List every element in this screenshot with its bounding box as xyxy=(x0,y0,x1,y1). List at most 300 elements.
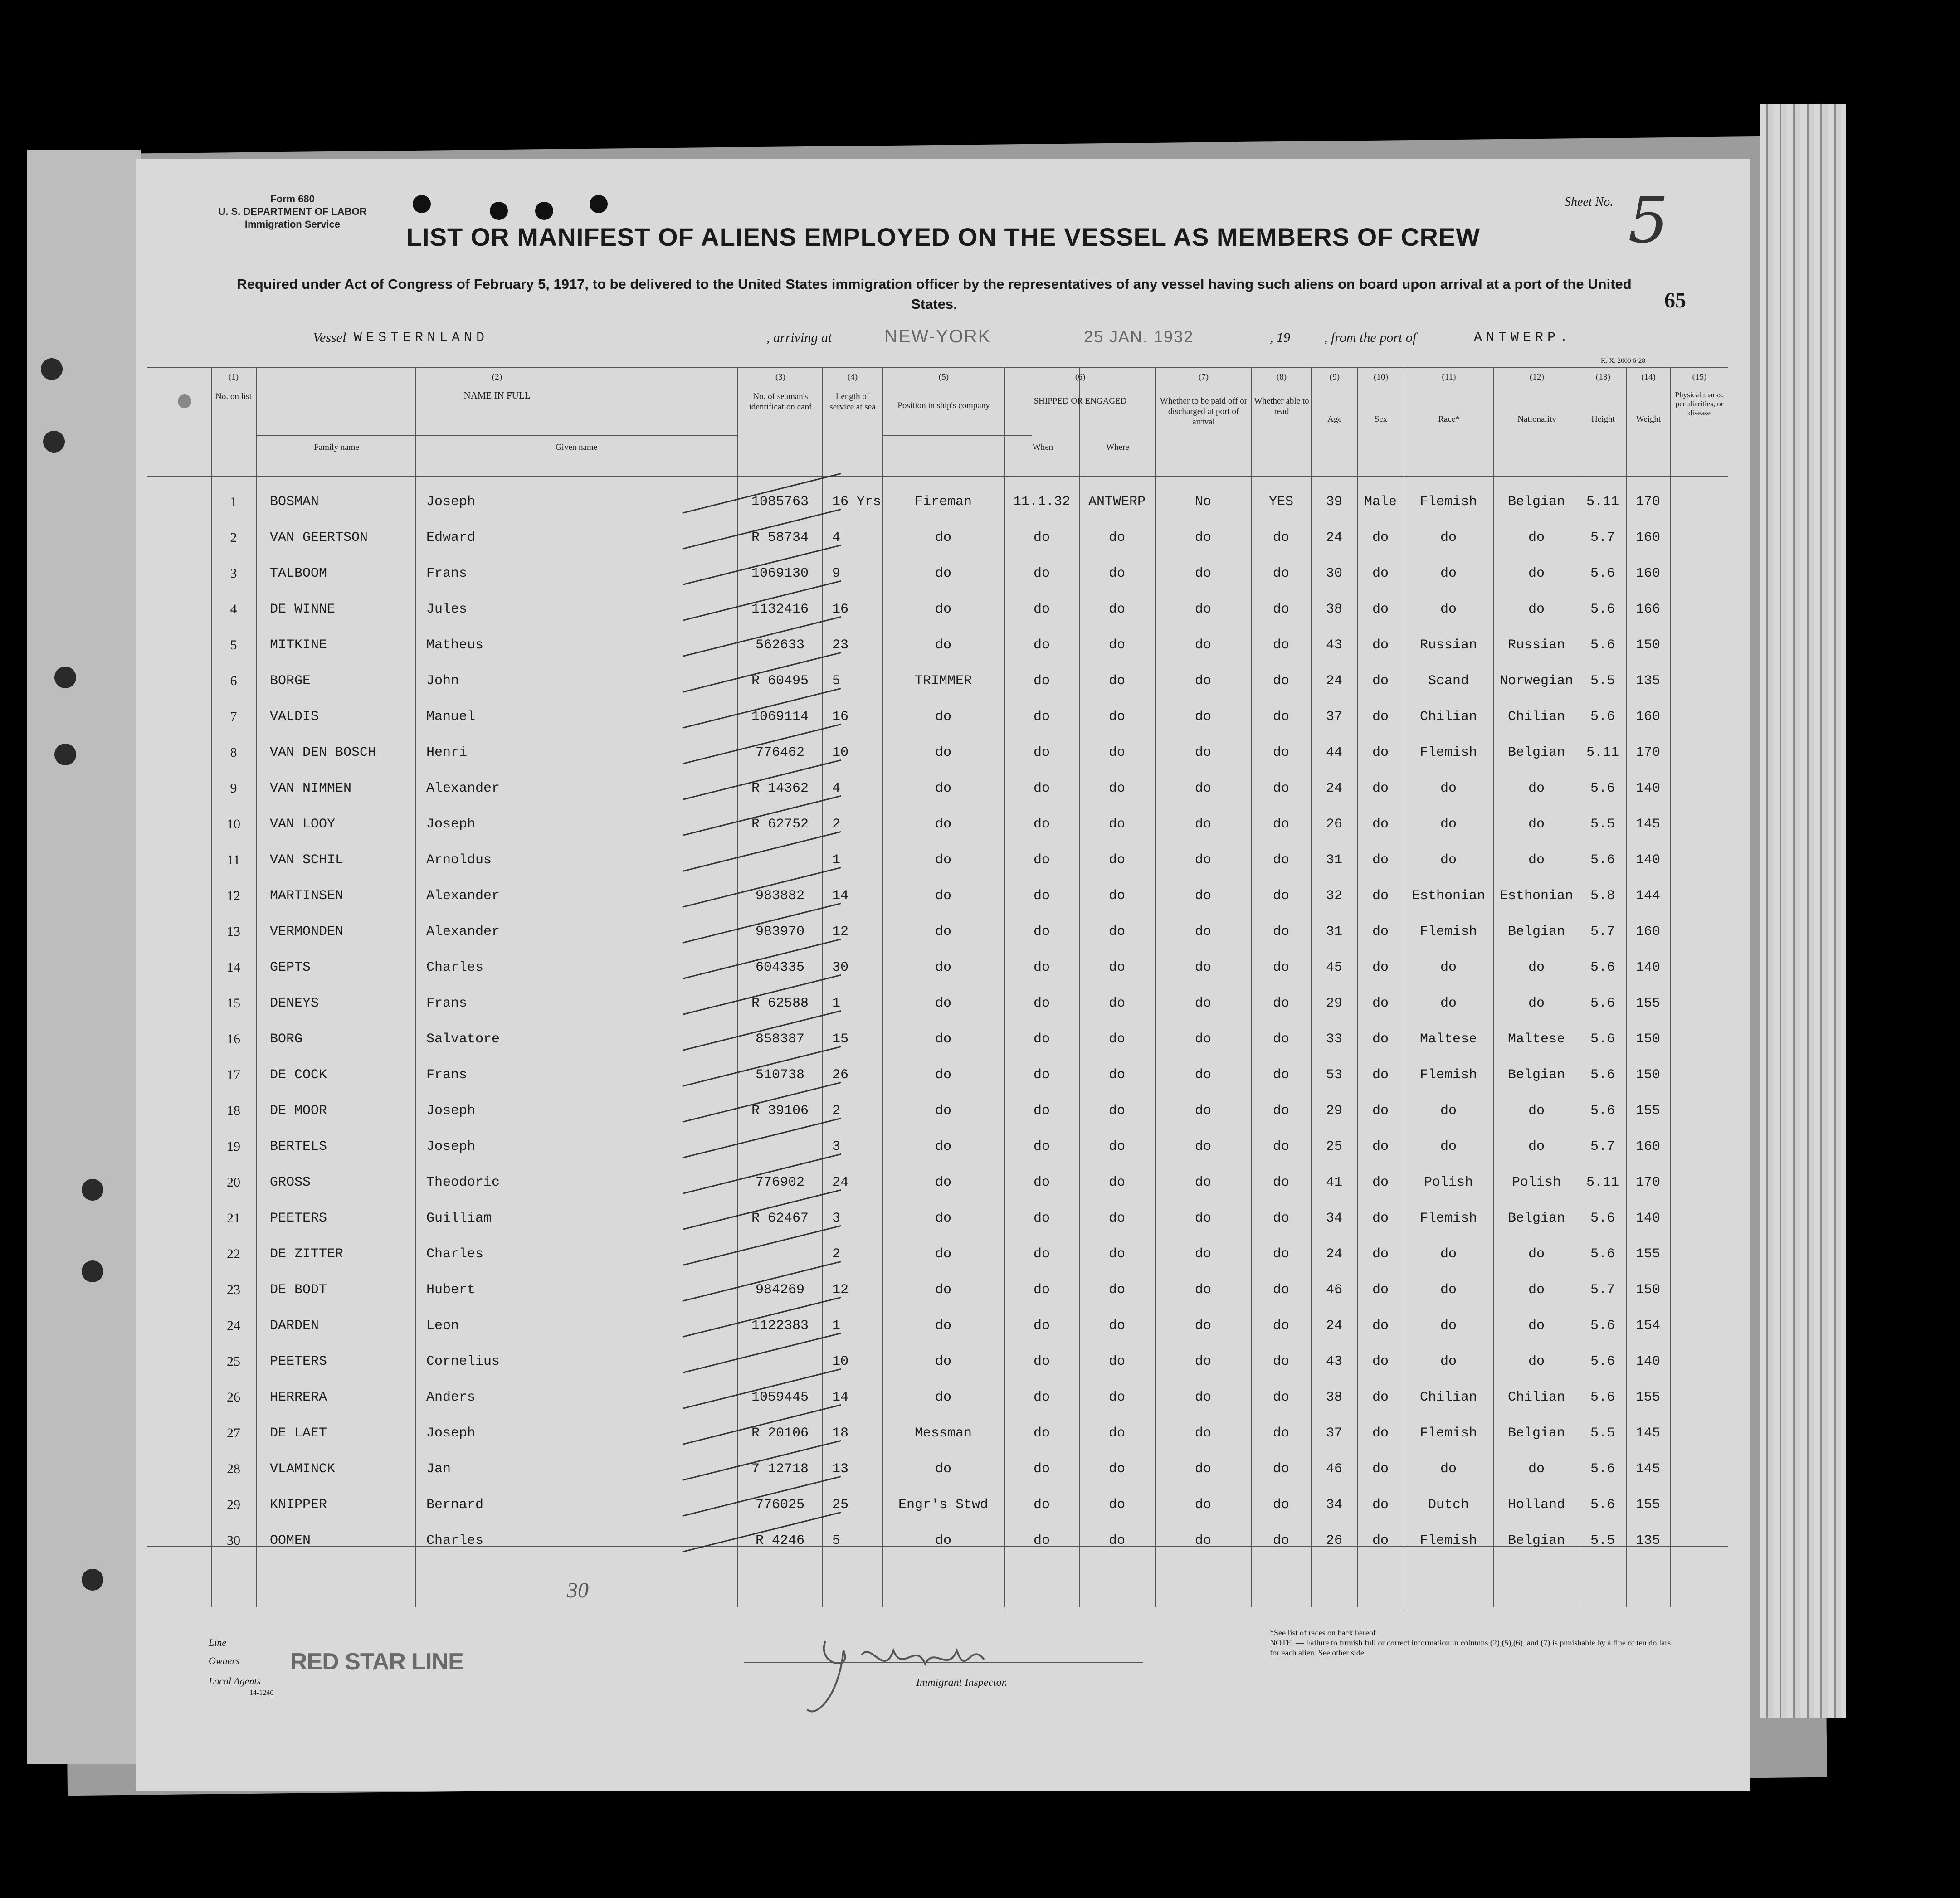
table-cell: do xyxy=(1372,602,1389,617)
col2-header: (2) NAME IN FULL xyxy=(463,372,531,401)
table-cell: 170 xyxy=(1635,745,1661,760)
table-cell: R 62752 xyxy=(751,817,809,832)
table-cell: 12 xyxy=(832,1282,849,1298)
table-cell: 24 xyxy=(1326,1318,1343,1333)
table-cell: do xyxy=(1033,1461,1050,1477)
table-cell: do xyxy=(1273,1354,1290,1369)
row-number: 6 xyxy=(230,673,237,688)
table-cell: Henri xyxy=(426,745,468,760)
table-cell: do xyxy=(1033,960,1050,975)
table-cell: 155 xyxy=(1635,1246,1661,1262)
family-name-header: Family name xyxy=(314,443,359,452)
table-column-rule xyxy=(1357,367,1358,1607)
agents-code: 14-1240 xyxy=(249,1689,274,1697)
table-cell: do xyxy=(1108,709,1126,725)
table-cell: Hubert xyxy=(426,1282,476,1298)
table-cell: 46 xyxy=(1326,1461,1343,1477)
table-cell: do xyxy=(1108,1390,1126,1405)
table-column-rule xyxy=(256,367,257,1607)
table-cell: 160 xyxy=(1635,1139,1661,1154)
table-cell: do xyxy=(1108,638,1126,653)
table-cell: Cornelius xyxy=(426,1354,500,1369)
table-cell: do xyxy=(1273,960,1290,975)
table-cell: do xyxy=(1372,745,1389,760)
punch-hole xyxy=(590,195,608,213)
table-cell: do xyxy=(935,1211,952,1226)
table-cell: 5.5 xyxy=(1590,1426,1615,1441)
table-cell: BERTELS xyxy=(270,1139,327,1154)
table-cell: do xyxy=(1372,709,1389,725)
table-cell: do xyxy=(1273,709,1290,725)
form-number: Form 680 xyxy=(270,193,315,204)
table-cell: 135 xyxy=(1635,673,1661,689)
crew-table xyxy=(147,367,1728,1607)
table-cell: 160 xyxy=(1635,530,1661,545)
table-cell: do xyxy=(935,709,952,725)
owner-stamp: RED STAR LINE xyxy=(290,1649,463,1675)
table-cell: do xyxy=(1528,602,1545,617)
table-cell: do xyxy=(1195,709,1212,725)
table-cell: do xyxy=(1528,1354,1545,1369)
table-cell: do xyxy=(1372,1139,1389,1154)
table-column-rule xyxy=(415,367,416,1607)
table-cell: 604335 xyxy=(755,960,805,975)
table-cell: DE ZITTER xyxy=(270,1246,344,1262)
table-cell: R 4246 xyxy=(755,1533,805,1548)
table-cell: ANTWERP xyxy=(1088,494,1146,510)
table-cell: do xyxy=(935,888,952,904)
table-cell: do xyxy=(935,781,952,796)
table-cell: do xyxy=(1033,566,1050,581)
table-cell: 5.6 xyxy=(1590,1211,1615,1226)
table-cell: 10 xyxy=(832,1354,849,1369)
table-cell: 16 xyxy=(832,709,849,725)
table-cell: do xyxy=(1372,1354,1389,1369)
table-cell: 38 xyxy=(1326,602,1343,617)
table-cell: do xyxy=(1195,1497,1212,1513)
form-code: K. X. 2000 6-28 xyxy=(1601,357,1645,365)
table-cell: do xyxy=(1273,781,1290,796)
table-cell: 24 xyxy=(1326,530,1343,545)
col4-header: (4) Length of service at sea xyxy=(829,372,876,412)
table-cell: Messman xyxy=(914,1426,972,1441)
table-cell: do xyxy=(935,960,952,975)
table-cell: do xyxy=(1440,1246,1457,1262)
col14-header: (14) Weight xyxy=(1636,372,1661,424)
table-cell: Frans xyxy=(426,566,468,581)
table-cell: 29 xyxy=(1326,1103,1343,1119)
row-number: 10 xyxy=(227,817,240,832)
table-cell: 170 xyxy=(1635,494,1661,510)
table-cell: BORG xyxy=(270,1032,303,1047)
table-cell: do xyxy=(1033,1067,1050,1083)
given-name-header: Given name xyxy=(555,443,598,452)
table-cell: Maltese xyxy=(1507,1032,1565,1047)
table-cell: do xyxy=(1273,888,1290,904)
binding-hole xyxy=(82,1260,103,1282)
table-column-rule xyxy=(1493,367,1494,1607)
table-cell: do xyxy=(1195,745,1212,760)
table-cell: do xyxy=(1528,960,1545,975)
table-cell: do xyxy=(1195,1390,1212,1405)
table-cell: 3 xyxy=(832,1211,841,1226)
table-cell: Frans xyxy=(426,996,468,1011)
row-number: 16 xyxy=(227,1032,240,1046)
table-cell: do xyxy=(1372,1175,1389,1190)
table-cell: PEETERS xyxy=(270,1211,327,1226)
table-column-rule xyxy=(1670,367,1671,1607)
table-cell: 145 xyxy=(1635,1461,1661,1477)
row-number: 25 xyxy=(227,1354,240,1369)
table-cell: do xyxy=(1273,1497,1290,1513)
table-cell: do xyxy=(1108,1354,1126,1369)
table-cell: 3 xyxy=(832,1139,841,1154)
table-cell: do xyxy=(1273,530,1290,545)
binding-hole xyxy=(82,1179,103,1201)
table-cell: 1 xyxy=(832,996,841,1011)
table-cell: do xyxy=(1528,817,1545,832)
table-cell: 5.5 xyxy=(1590,817,1615,832)
table-cell: do xyxy=(1108,1139,1126,1154)
table-cell: do xyxy=(1372,1390,1389,1405)
arrival-port-stamp: NEW-YORK xyxy=(884,326,991,346)
table-cell: do xyxy=(1108,1175,1126,1190)
table-cell: 135 xyxy=(1635,1533,1661,1548)
table-cell: R 58734 xyxy=(751,530,809,545)
table-cell: 5.6 xyxy=(1590,1390,1615,1405)
table-cell: do xyxy=(1195,1461,1212,1477)
table-cell: R 62467 xyxy=(751,1211,809,1226)
table-cell: do xyxy=(1108,888,1126,904)
col8-header: (8) Whether able to read xyxy=(1254,372,1309,416)
table-rule xyxy=(147,367,1728,368)
table-cell: do xyxy=(1108,817,1126,832)
year-label: , 19 xyxy=(1270,330,1290,345)
table-cell: Scand xyxy=(1428,673,1469,689)
row-number: 9 xyxy=(230,781,237,796)
table-cell: 160 xyxy=(1635,709,1661,725)
table-cell: DENEYS xyxy=(270,996,319,1011)
table-cell: 29 xyxy=(1326,996,1343,1011)
table-rule xyxy=(882,435,1032,436)
table-column-rule xyxy=(1311,367,1312,1607)
table-cell: do xyxy=(935,1354,952,1369)
table-cell: do xyxy=(1528,1461,1545,1477)
table-cell: do xyxy=(1440,602,1457,617)
table-cell: PEETERS xyxy=(270,1354,327,1369)
table-cell: 2 xyxy=(832,817,841,832)
table-cell: DE BODT xyxy=(270,1282,327,1298)
punch-hole xyxy=(490,202,508,220)
table-cell: do xyxy=(1273,566,1290,581)
table-cell: do xyxy=(1440,817,1457,832)
row-number: 12 xyxy=(227,888,240,903)
table-cell: do xyxy=(1108,924,1126,939)
table-cell: 140 xyxy=(1635,1354,1661,1369)
table-cell: do xyxy=(935,817,952,832)
table-cell: do xyxy=(1195,1282,1212,1298)
department: U. S. DEPARTMENT OF LABOR xyxy=(218,206,367,217)
table-cell: TRIMMER xyxy=(914,673,972,689)
table-cell: do xyxy=(1528,1318,1545,1333)
table-cell: do xyxy=(935,1032,952,1047)
table-cell: 140 xyxy=(1635,852,1661,868)
table-cell: 983882 xyxy=(755,888,805,904)
table-cell: do xyxy=(1108,673,1126,689)
table-cell: 24 xyxy=(1326,781,1343,796)
table-cell: 5.6 xyxy=(1590,1354,1615,1369)
table-cell: VAN DEN BOSCH xyxy=(270,745,376,760)
table-cell: Edward xyxy=(426,530,476,545)
table-cell: do xyxy=(1440,1103,1457,1119)
table-cell: 26 xyxy=(1326,1533,1343,1548)
table-cell: 5.6 xyxy=(1590,709,1615,725)
col15-header: (15) Physical marks, peculiarities, or disease xyxy=(1675,372,1724,417)
table-cell: R 39106 xyxy=(751,1103,809,1119)
table-cell: Theodoric xyxy=(426,1175,500,1190)
table-cell: do xyxy=(935,1175,952,1190)
table-cell: do xyxy=(1195,530,1212,545)
table-cell: do xyxy=(1372,638,1389,653)
table-cell: 39 xyxy=(1326,494,1343,510)
table-cell: do xyxy=(1195,924,1212,939)
table-cell: 24 xyxy=(1326,673,1343,689)
row-number: 3 xyxy=(230,566,237,581)
row-number: 22 xyxy=(227,1246,240,1261)
table-cell: 2 xyxy=(832,1246,841,1262)
races-note: *See list of races on back hereof. xyxy=(1270,1628,1378,1637)
row-number: 26 xyxy=(227,1390,240,1405)
table-cell: 4 xyxy=(832,781,841,796)
binding-hole xyxy=(41,358,63,380)
table-cell: 34 xyxy=(1326,1497,1343,1513)
col1-header: (1) No. on list xyxy=(215,372,252,401)
table-cell: do xyxy=(1195,852,1212,868)
table-cell: 5.7 xyxy=(1590,1139,1615,1154)
table-cell: 858387 xyxy=(755,1032,805,1047)
table-cell: do xyxy=(935,1390,952,1405)
table-column-rule xyxy=(1626,367,1627,1607)
check-mark xyxy=(683,1225,841,1266)
table-cell: Manuel xyxy=(426,709,476,725)
table-cell: 23 xyxy=(832,638,849,653)
table-cell: do xyxy=(1108,566,1126,581)
table-cell: do xyxy=(1273,1175,1290,1190)
row-number: 13 xyxy=(227,924,240,939)
table-cell: do xyxy=(1108,1497,1126,1513)
table-cell: do xyxy=(1033,745,1050,760)
table-cell: do xyxy=(1372,1318,1389,1333)
table-cell: 5.6 xyxy=(1590,960,1615,975)
table-cell: R 20106 xyxy=(751,1426,809,1441)
arrival-date-stamp: 25 JAN. 1932 xyxy=(1084,327,1194,346)
table-column-rule xyxy=(1079,367,1080,1607)
table-cell: do xyxy=(935,1246,952,1262)
table-cell: VAN GEERTSON xyxy=(270,530,368,545)
table-cell: 170 xyxy=(1635,1175,1661,1190)
sheet-number: 5 xyxy=(1628,184,1669,258)
row-number: 18 xyxy=(227,1103,240,1118)
table-cell: 46 xyxy=(1326,1282,1343,1298)
table-cell: do xyxy=(1195,817,1212,832)
binding-hole xyxy=(54,744,76,765)
table-cell: do xyxy=(1372,852,1389,868)
table-cell: 1069114 xyxy=(751,709,809,725)
table-cell: 16 Yrs xyxy=(832,494,882,510)
table-cell: Esthonian xyxy=(1499,888,1574,904)
table-cell: do xyxy=(1273,852,1290,868)
table-cell: do xyxy=(1108,1032,1126,1047)
table-cell: do xyxy=(935,1139,952,1154)
row-number: 24 xyxy=(227,1318,240,1333)
table-cell: do xyxy=(1528,781,1545,796)
row-number: 11 xyxy=(227,852,240,867)
table-cell: do xyxy=(1372,781,1389,796)
table-cell: Holland xyxy=(1507,1497,1565,1513)
table-cell: VAN SCHIL xyxy=(270,852,344,868)
table-cell: do xyxy=(1195,1139,1212,1154)
table-cell: do xyxy=(1108,1067,1126,1083)
table-cell: do xyxy=(1108,1461,1126,1477)
table-cell: 13 xyxy=(832,1461,849,1477)
table-column-rule xyxy=(822,367,823,1607)
table-cell: VERMONDEN xyxy=(270,924,344,939)
line-label: Line xyxy=(209,1637,227,1648)
table-cell: do xyxy=(1033,1211,1050,1226)
table-cell: 1 xyxy=(832,1318,841,1333)
table-cell: Russian xyxy=(1507,638,1565,653)
check-mark xyxy=(683,1118,841,1158)
row-number: 7 xyxy=(230,709,237,724)
table-cell: do xyxy=(1108,1533,1126,1548)
table-cell: do xyxy=(1273,1461,1290,1477)
table-cell: Charles xyxy=(426,1246,484,1262)
table-cell: do xyxy=(1033,924,1050,939)
table-cell: do xyxy=(1108,1426,1126,1441)
col3-header: (3) No. of seaman's identification card xyxy=(749,372,812,412)
table-cell: 5.8 xyxy=(1590,888,1615,904)
binding-hole xyxy=(82,1569,103,1591)
table-cell: do xyxy=(1372,924,1389,939)
table-cell: do xyxy=(1273,996,1290,1011)
table-cell: do xyxy=(1528,996,1545,1011)
table-cell: 5.6 xyxy=(1590,852,1615,868)
table-cell: do xyxy=(1033,817,1050,832)
table-cell: MARTINSEN xyxy=(270,888,344,904)
table-cell: do xyxy=(1033,1139,1050,1154)
table-cell: 155 xyxy=(1635,1103,1661,1119)
table-cell: do xyxy=(1528,1139,1545,1154)
table-cell: do xyxy=(1372,1211,1389,1226)
table-cell: 1085763 xyxy=(751,494,809,510)
table-cell: 140 xyxy=(1635,1211,1661,1226)
table-cell: 5.11 xyxy=(1586,745,1619,760)
table-cell: do xyxy=(1440,781,1457,796)
table-cell: 14 xyxy=(832,1390,849,1405)
row-number: 28 xyxy=(227,1461,240,1476)
table-cell: Arnoldus xyxy=(426,852,492,868)
table-cell: do xyxy=(1195,1426,1212,1441)
table-cell: do xyxy=(1372,1533,1389,1548)
table-cell: 1132416 xyxy=(751,602,809,617)
table-cell: do xyxy=(1372,960,1389,975)
table-cell: do xyxy=(1108,1282,1126,1298)
table-cell: do xyxy=(1033,1354,1050,1369)
table-cell: do xyxy=(1372,1426,1389,1441)
table-cell: 5.6 xyxy=(1590,1497,1615,1513)
table-cell: Chilian xyxy=(1419,1390,1477,1405)
table-cell: 5.11 xyxy=(1586,1175,1619,1190)
table-cell: do xyxy=(935,996,952,1011)
table-cell: do xyxy=(1528,1246,1545,1262)
table-cell: do xyxy=(1033,1103,1050,1119)
row-number: 23 xyxy=(227,1282,240,1297)
table-cell: do xyxy=(1108,1318,1126,1333)
table-cell: do xyxy=(1108,1103,1126,1119)
table-cell: do xyxy=(935,566,952,581)
table-cell: 1069130 xyxy=(751,566,809,581)
table-cell: do xyxy=(1372,888,1389,904)
table-cell: 5.6 xyxy=(1590,1032,1615,1047)
row-number: 8 xyxy=(230,745,237,760)
table-cell: do xyxy=(1372,1103,1389,1119)
table-cell: do xyxy=(1440,530,1457,545)
table-cell: Flemish xyxy=(1419,1067,1477,1083)
table-cell: 145 xyxy=(1635,1426,1661,1441)
table-cell: do xyxy=(1440,1461,1457,1477)
table-cell: 5.11 xyxy=(1586,494,1619,510)
table-cell: DE WINNE xyxy=(270,602,336,617)
row-number: 4 xyxy=(230,602,237,617)
document-title: LIST OR MANIFEST OF ALIENS EMPLOYED ON THE VESSEL AS MEMBERS OF CREW xyxy=(406,223,1481,251)
table-cell: do xyxy=(1528,1282,1545,1298)
table-cell: do xyxy=(1108,602,1126,617)
table-cell: 1 xyxy=(832,852,841,868)
table-cell: do xyxy=(1195,996,1212,1011)
table-cell: Alexander xyxy=(426,888,500,904)
table-cell: do xyxy=(1528,1103,1545,1119)
table-cell: Salvatore xyxy=(426,1032,500,1047)
table-cell: do xyxy=(1033,709,1050,725)
stacked-pages-edge xyxy=(1760,104,1846,1718)
table-cell: Matheus xyxy=(426,638,484,653)
table-cell: do xyxy=(1033,602,1050,617)
table-cell: 5.6 xyxy=(1590,566,1615,581)
when-header: When xyxy=(1032,443,1053,452)
table-cell: Dutch xyxy=(1428,1497,1469,1513)
table-cell: 155 xyxy=(1635,1497,1661,1513)
total-mark: 30 xyxy=(567,1578,589,1602)
table-column-rule xyxy=(882,367,883,1607)
table-cell: Frans xyxy=(426,1067,468,1083)
table-cell: do xyxy=(1108,1211,1126,1226)
table-cell: do xyxy=(1195,1211,1212,1226)
table-cell: do xyxy=(1195,1032,1212,1047)
table-cell: do xyxy=(1033,996,1050,1011)
table-cell: OOMEN xyxy=(270,1533,311,1548)
table-cell: Chilian xyxy=(1507,1390,1565,1405)
table-cell: do xyxy=(1033,1318,1050,1333)
table-cell: 10 xyxy=(832,745,849,760)
table-cell: Flemish xyxy=(1419,1426,1477,1441)
table-cell: Chilian xyxy=(1419,709,1477,725)
col12-header: (12) Nationality xyxy=(1517,372,1556,424)
table-cell: do xyxy=(1273,1067,1290,1083)
table-cell: 983970 xyxy=(755,924,805,939)
table-cell: Leon xyxy=(426,1318,459,1333)
table-cell: do xyxy=(1033,1426,1050,1441)
table-cell: do xyxy=(1273,1246,1290,1262)
